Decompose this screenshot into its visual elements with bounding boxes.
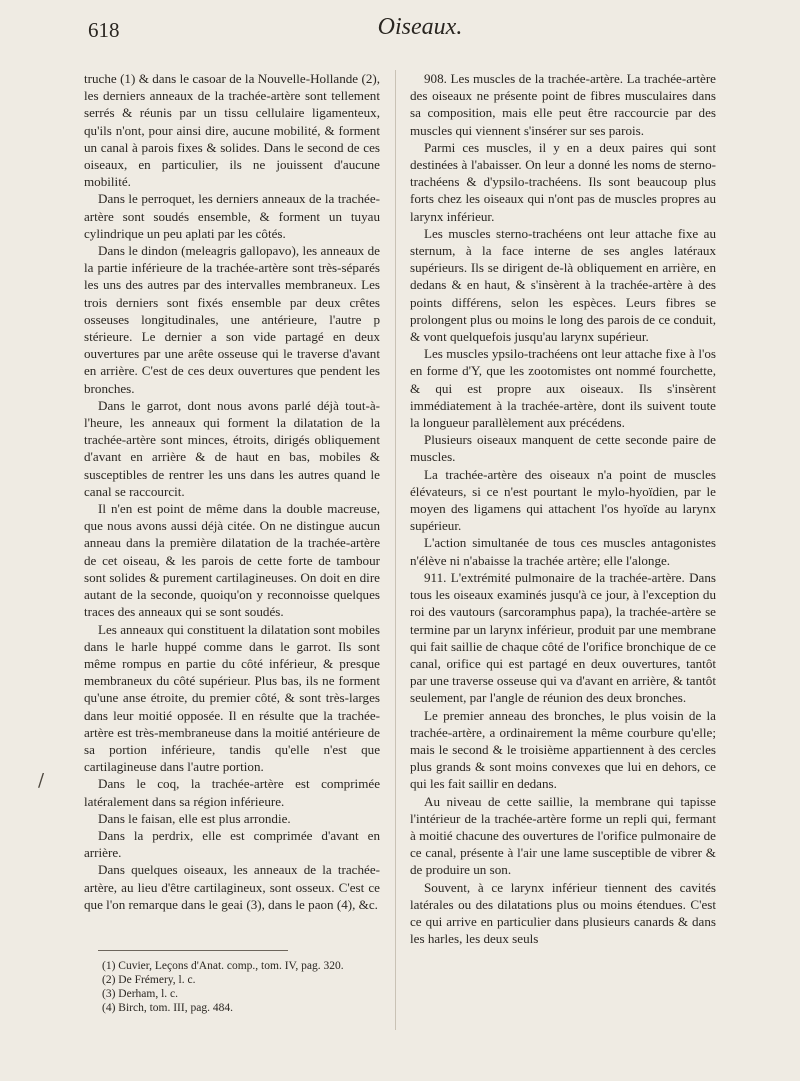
paragraph: Les anneaux qui constituent la dilatation sont mobiles dans le harle huppé comme dans le garrot. Ils sont même rompus en partie du côté inférieur, & presque membraneux du côté supérieur. Plus bas, ils ne forment qu'une anse étroite, du premier côté, & sont très-larges dans leur moitié opposée. Il en résulte que la trachée-artère est très-membraneuse dans la moitié antérieure de sa portion inférieure, tandis qu'elle n'est que cartilagineuse dans l'autre portion. [84,621,380,775]
paragraph: Dans le faisan, elle est plus arrondie. [98,810,291,826]
page-number: 618 [88,18,120,42]
paragraph: Dans quelques oiseaux, les anneaux de la trachée-artère, au lieu d'être cartilagineux, sont osseux. C'est ce que l'on remarque dans le geai (3), dans le paon (4), &c. [84,862,380,912]
paragraph: Il n'en est point de même dans la double macreuse, que nous avons aussi déjà citée. On ne distingue aucun anneau dans la première dilatation de la trachée-artère de cet oiseau, & les parois de cette forte de tambour sont solides & purement cartilagineuses. On doit en dire autant de la seconde, quoiqu'on y reconnoisse quelques traces des anneaux qui se sont soudés. [84,501,380,620]
footnotes [84,950,380,1015]
paragraph: Parmi ces muscles, il y en a deux paires qui sont destinées à l'abaisser. On leur a donné les noms de sterno-trachéens & d'ypsilo-trachéens. Ils sont beaucoup plus forts chez les oiseaux qui n'ont pas de muscles propres au larynx inférieur. [410,139,716,224]
paragraph: Au niveau de cette saillie, la membrane qui tapisse l'intérieur de la trachée-artère forme un repli qui, fermant à moitié chacune des ouvertures de l'orifice pulmonaire de ce canal, présente à l'air une lame susceptible de vibrer & de produire un son. [410,793,716,878]
column-divider [395,70,396,1030]
paragraph: Dans le coq, la trachée-artère est comprimée latéralement dans sa région inférieure. [84,776,380,809]
right-column [410,70,716,947]
footnote: (1) Cuvier, Leçons d'Anat. comp., tom. IV, pag. 320. [102,960,344,972]
running-title: Oiseaux. [377,14,463,40]
paragraph: Souvent, à ce larynx inférieur tiennent des cavités latérales ou des dilatations plus ou moins étendues. C'est ce qui arrive en particulier dans plusieurs canards & dans les harles, les deux seuls [410,879,716,947]
paragraph: Plusieurs oiseaux manquent de cette seconde paire de muscles. [410,432,716,465]
footnote: (4) Birch, tom. III, pag. 484. [102,1002,233,1014]
paragraph: Dans le dindon (meleagris gallopavo), les anneaux de la partie inférieure de la trachée-artère sont très-séparés les uns des autres par des intervalles membraneux. Les trois derniers sont fixés ensemble par deux crêtes osseuses longitudinales, une antérieure, l'autre p stérieure. Le dernier a son vide partagé en deux ouvertures par une arête osseuse qui le traverse d'avant en arrière. C'est de ces deux ouvertures que pendent les bronches. [84,243,380,396]
paragraph: 908. Les muscles de la trachée-artère. La trachée-artère des oiseaux ne présente point de fibres musculaires dans sa composition, mais elle peut être raccourcie par des muscles qui viennent s'insérer sur ses parois. [410,71,716,138]
paragraph: L'action simultanée de tous ces muscles antagonistes n'élève ni n'abaisse la trachée artère; elle l'alonge. [410,535,716,568]
paragraph: Le premier anneau des bronches, le plus voisin de la trachée-artère, a ordinairement la même courbure qu'elle; mais le second & le troisième appartiennent à des cercles plus grands & sont moins convexes que lui en dehors, ce qui les fait saillir en dedans. [410,707,716,792]
paragraph: Les muscles sterno-trachéens ont leur attache fixe au sternum, à la face interne de ses angles latéraux supérieurs. Ils se dirigent de-là obliquement en arrière, en dedans & en haut, & s'insèrent à la trachée-artère à des points différens, selon les espèces. Leurs fibres se prolongent plus ou moins le long des parois de ce conduit, & vont quelquefois jusqu'au larynx supérieur. [410,225,716,345]
paragraph: Les muscles ypsilo-trachéens ont leur attache fixe à l'os en forme d'Y, que les zootomistes ont nommé fourchette, & qui est propre aux oiseaux. Ils s'insèrent immédiatement à la trachée-artère, dont ils suivent toute la longueur parallèlement aux précédens. [410,346,716,431]
paragraph: La trachée-artère des oiseaux n'a point de muscles élévateurs, si ce n'est pourtant le mylo-hyoïdien, par le moyen des ligamens qui attachent l'os hyoïde au larynx supérieur. [410,466,716,534]
paragraph: Dans le perroquet, les derniers anneaux de la trachée-artère sont soudés ensemble, & forment un tuyau cylindrique un peu aplati par les côtés. [84,191,380,241]
footnote: (3) Derham, l. c. [102,988,178,1000]
paragraph: Dans la perdrix, elle est comprimée d'avant en arrière. [84,827,380,861]
paragraph: 911. L'extrémité pulmonaire de la trachée-artère. Dans tous les oiseaux examinés jusqu'à ce jour, à l'exception du roi des vautours (sarcoramphus papa), la trachée-artère se termine par un larynx inférieur, produit par une membrane qui fait saillie de chaque côté de l'orifice bronchique de ce canal, orifice qui est partagé en deux ouvertures, tantôt par une traverse osseuse qui va d'avant en arrière, & tantôt seulement, par l'angle de réunion des deux bronches. [410,569,716,706]
margin-slash-mark: / [38,770,45,791]
footnote-rule [98,950,288,951]
footnote: (2) De Frémery, l. c. [102,974,196,986]
paragraph: truche (1) & dans le casoar de la Nouvelle-Hollande (2), les derniers anneaux de la trachée-artère sont tellement serrés & réunis par un tissu cellulaire ligamenteux, qu'ils n'ont, pour ainsi dire, aucune mobilité, & forment un canal à parois fixes & solides. Dans le second de ces oiseaux, en particulier, ils ne jouissent d'aucune mobilité. [84,71,380,190]
paragraph: Dans le garrot, dont nous avons parlé déjà tout-à-l'heure, les anneaux qui forment la dilatation de la trachée-artère sont minces, étroits, dirigés obliquement d'avant en arrière & de haut en bas, mobiles & susceptibles de rentrer les uns dans les autres quand le canal se raccourcit. [84,397,380,499]
left-column [84,70,380,913]
